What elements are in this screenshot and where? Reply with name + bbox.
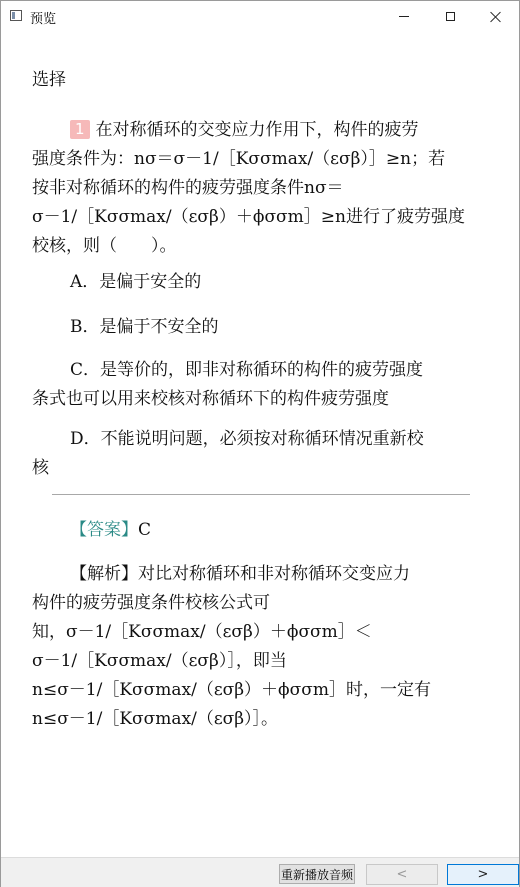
divider [52, 494, 470, 495]
chevron-right-icon: > [477, 867, 489, 882]
analysis-line: 知，σ－1/［Kσσmax/（εσβ）＋ϕσσm］＜ [32, 622, 372, 642]
option-a[interactable] [32, 268, 492, 297]
question-line: σ－1/［Kσσmax/（εσβ）＋ϕσσm］≥n进行了疲劳强度 [32, 207, 465, 227]
option-a-text: A．是偏于安全的 [70, 272, 202, 292]
option-b[interactable] [32, 313, 492, 342]
title-bar[interactable] [1, 1, 519, 32]
answer-tag: 【答案】 [70, 520, 138, 540]
analysis-line: 【解析】对比对称循环和非对称循环交变应力 [70, 564, 410, 584]
question-line: 强度条件为：nσ＝σ－1/［Kσσmax/（εσβ）］≥n；若 [32, 149, 446, 169]
question-text [32, 116, 492, 261]
chevron-left-icon: < [396, 867, 408, 882]
preview-content[interactable] [1, 32, 519, 856]
analysis-text [32, 560, 492, 734]
answer-value: C [138, 520, 152, 540]
question-line [32, 116, 492, 145]
window-title: 预览 [30, 12, 57, 27]
question-line: 按非对称循环的构件的疲劳强度条件nσ＝ [32, 178, 344, 198]
option-b-text: B．是偏于不安全的 [70, 317, 219, 337]
question-line-text: 在对称循环的交变应力作用下，构件的疲劳 [95, 120, 419, 140]
option-d-text-cont: 核 [32, 458, 49, 478]
analysis-line: 构件的疲劳强度条件校核公式可 [32, 593, 270, 613]
section-label: 选择 [32, 70, 66, 90]
option-c[interactable] [32, 356, 492, 414]
question-line: 校核，则（ ）。 [32, 236, 177, 256]
question-number-badge: 1 [70, 120, 90, 139]
option-d-text: D．不能说明问题，必须按对称循环情况重新校 [70, 429, 424, 449]
option-c-text: C．是等价的，即非对称循环的构件的疲劳强度 [70, 360, 424, 380]
minimize-button[interactable] [381, 1, 427, 32]
maximize-button[interactable] [427, 1, 473, 32]
bottom-toolbar [1, 857, 519, 887]
option-d[interactable] [32, 425, 492, 483]
analysis-line: n≤σ－1/［Kσσmax/（εσβ）＋ϕσσm］时，一定有 [32, 680, 431, 700]
minimize-icon [399, 16, 409, 17]
analysis-line: σ－1/［Kσσmax/（εσβ）］，即当 [32, 651, 287, 671]
option-c-text-cont: 条式也可以用来校核对称循环下的构件疲劳强度 [32, 389, 389, 409]
maximize-icon [446, 12, 455, 21]
replay-audio-button[interactable]: 重新播放音频 [279, 864, 355, 884]
answer-line [32, 516, 151, 545]
app-window-icon [10, 10, 22, 21]
next-button[interactable] [447, 864, 519, 885]
close-button[interactable] [473, 1, 519, 32]
previous-button[interactable] [366, 864, 438, 885]
analysis-line: n≤σ－1/［Kσσmax/（εσβ）］。 [32, 709, 279, 729]
close-icon [490, 11, 502, 23]
